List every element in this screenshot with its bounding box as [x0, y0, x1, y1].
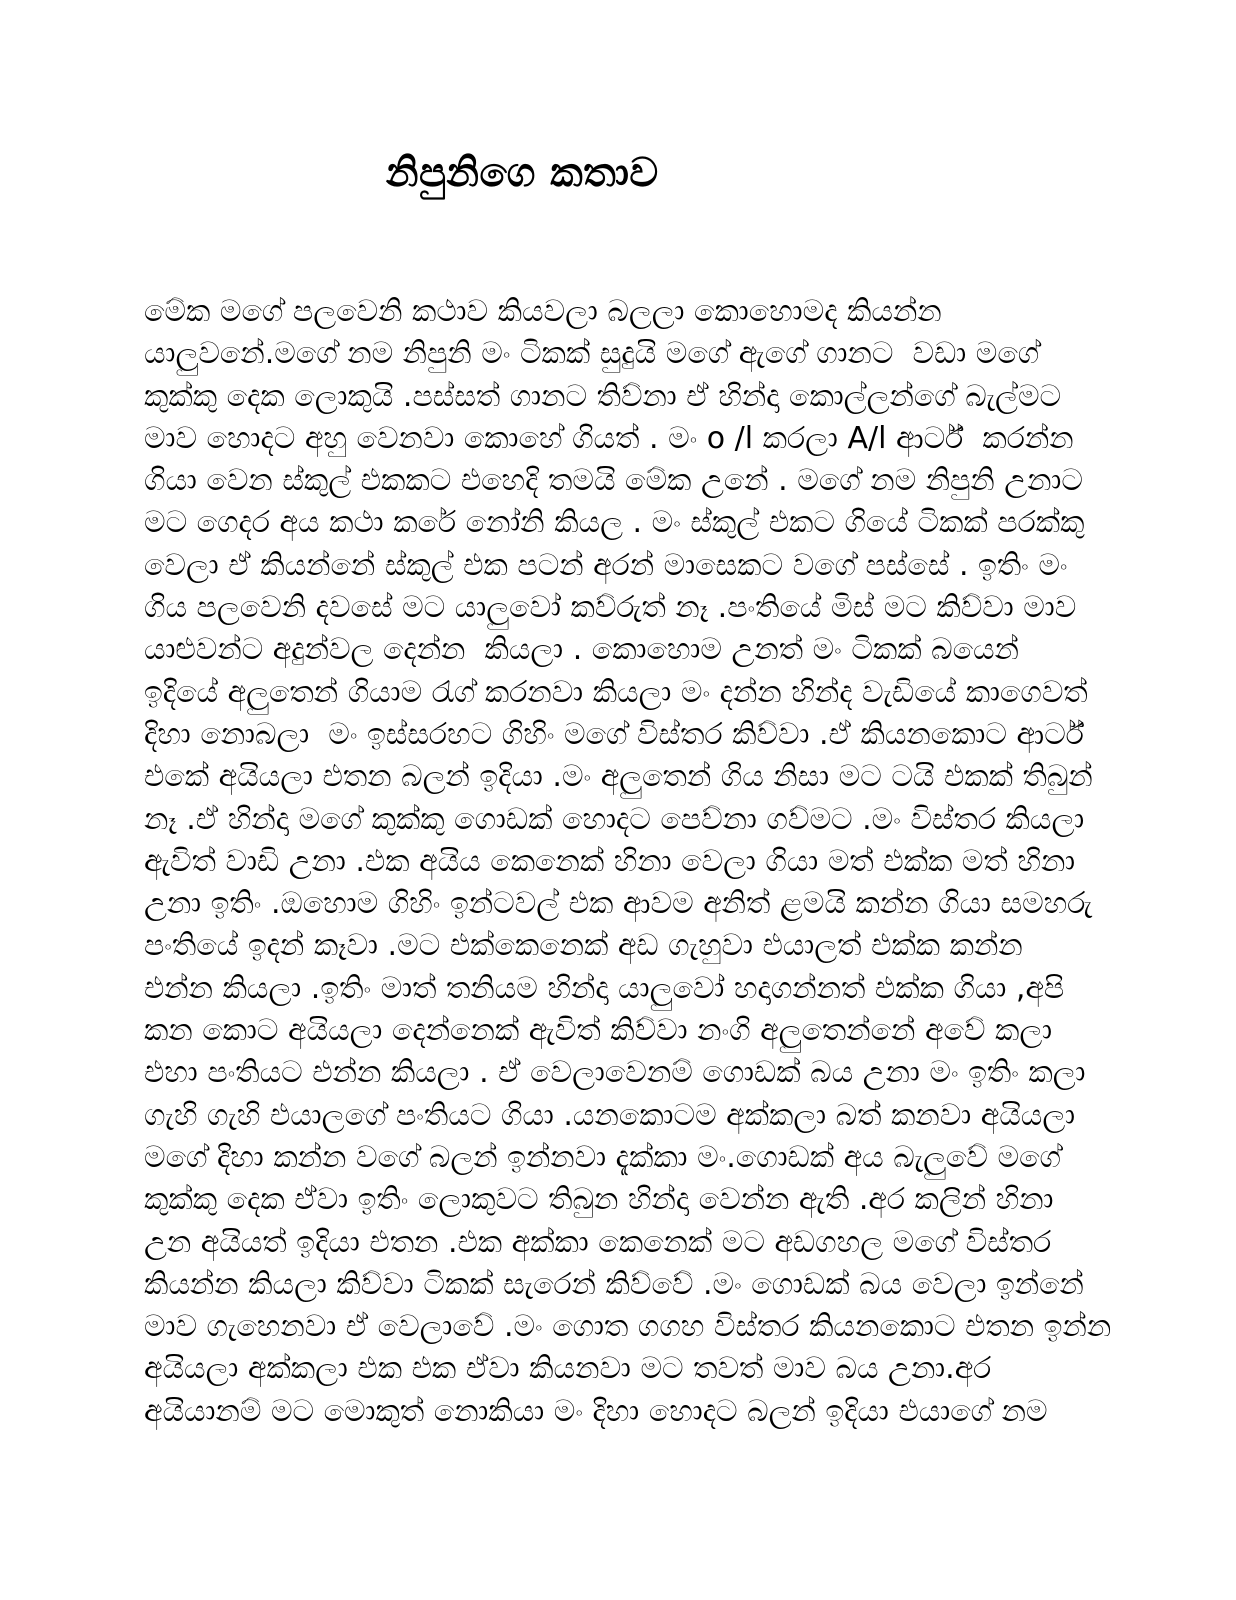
text-line: අයියලා අක්කලා එක එක ඒවා කියනවා මට තවත් මාව බය උනා.අර [144, 1351, 992, 1387]
text-line: උන අයියත් ඉදියා එතන .එක අක්කා කෙනෙක් මට අඩගහල මගේ විස්තර [144, 1224, 1052, 1260]
text-line: දිහා නොබලා මං ඉස්සරහට ගිහිං මගේ විස්තර කිව්වා .ඒ කියනකොට ආර්ට් [144, 716, 1084, 752]
text-line: ගියා වෙන ස්කුල් එකකට එහෙදි තමයි මේක උනේ . මගේ නම නිපුනි උනාට [144, 463, 1083, 499]
text-line: මාව හොදට අහු වෙනවා කොහේ ගියත් . මං o /l කරලා A/l ආර්ට් කරන්න [144, 420, 1074, 456]
text-line: උනා ඉතිං .ඔහොම ගිහිං ඉන්ටවල් එක ආවම අනිත් ළමයි කන්න ගියා සමහරු [144, 886, 1093, 922]
text-line: ඇවිත් වාඩි උනා .එක අයිය කෙනෙක් හිනා වෙලා ගියා මත් එක්ක මත් හිනා [144, 843, 1076, 879]
page-title: නිපුනිගෙ කතාව [386, 150, 659, 196]
text-line: මට ගෙදර අය කථා කරේ නෝනි කියල . මං ස්කුල් එකට ගියේ ටිකක් පරක්කු [144, 505, 1085, 541]
text-line: යාලුවනේ.මගේ නම නිපුනි මං ටිකක් සුදුයි මගේ ඇගේ ගානට වඩා මගේ [144, 336, 1040, 372]
text-line: එන්න කියලා .ඉතිං මාත් තනියම හින්දා යාලුවෝ හදාගන්නත් එක්ක ගියා ,අපි [144, 970, 1065, 1006]
text-line: කුක්කු දෙක ලොකුයි .පස්සත් ගානට තිව්නා ඒ හින්දා කොල්ලන්ගේ බැල්මට [144, 378, 1062, 414]
text-line: මගේ දිහා කන්න වගේ බලන් ඉන්නවා දැක්කා මං.ගොඩක් අය බැලුවේ මගේ [144, 1139, 1061, 1175]
text-line: කන කොට අයියලා දෙන්නෙක් ඇවිත් කිව්වා නංගි අලුතෙන්නේ අවේ කලා [144, 1013, 1053, 1049]
text-line: එහා පංතියට එන්න කියලා . ඒ වෙලාවෙනම් ගොඩක් බය උනා මං ඉතිං කලා [144, 1055, 1086, 1091]
text-line: ඉදියේ අලුතෙන් ගියාම රැග් කරනවා කියලා මං දන්න හින්ද වැඩියේ කාගෙවත් [144, 674, 1088, 710]
text-line: ගැහි ගැහි එයාලගේ පංතියට ගියා .යනකොටම අක්කලා බත් කනවා අයියලා [144, 1097, 1076, 1133]
text-line: නෑ .ඒ හින්දා මගේ කුක්කු ගොඩක් හොදට පෙව්නා ගව්මට .මං විස්තර කියලා [144, 801, 1085, 837]
text-line: අයියානම් මට මොකුත් නොකියා මං දිහා හොදට බලන් ඉදියා එයාගේ නම [144, 1393, 1048, 1429]
text-line: කියන්න කියලා කිව්වා ටිකක් සැරෙන් කිව්වේ .මං ගොඩක් බය වෙලා ඉන්නේ [144, 1266, 1084, 1302]
text-line: වෙලා ඒ කියන්නේ ස්කුල් එක පටන් අරන් මාසෙකට වගේ පස්සේ . ඉතිං මං [144, 547, 1068, 583]
text-line: යාළුවන්ට අදුන්වල දෙන්න කියලා . කොහොම උනත් මං ටිකක් බයෙන් [144, 632, 1019, 668]
text-line: ගිය පලවෙනි දවසේ මට යාලුවෝ කව්රුත් නෑ .පංතියේ මිස් මට කිව්වා මාව [144, 590, 1077, 626]
text-line: පංතියේ ඉදන් කෑවා .මට එක්කෙනෙක් අඩ ගැහුවා එයාලත් එක්ක කන්න [144, 928, 1023, 964]
text-line: එකේ අයියලා එතන බලන් ඉදියා .මං අලුතෙන් ගිය නිසා මට ටයි එකක් තිබුන් [144, 759, 1093, 795]
text-line: මාව ගැහෙනවා ඒ වෙලාවේ .මං ගොත ගගහ විස්තර කියනකොට එතන ඉන්න [144, 1309, 1112, 1345]
text-line: කුක්කු දෙක ඒවා ඉතිං ලොකුවට තිබුන හින්දා වෙන්න ඇති .අර කලින් හිනා [144, 1182, 1054, 1218]
story-body [144, 291, 1112, 1433]
text-line: මේක මගේ පලවෙනි කථාව කියවලා බලලා කොහොමද කියන්න [144, 294, 942, 329]
